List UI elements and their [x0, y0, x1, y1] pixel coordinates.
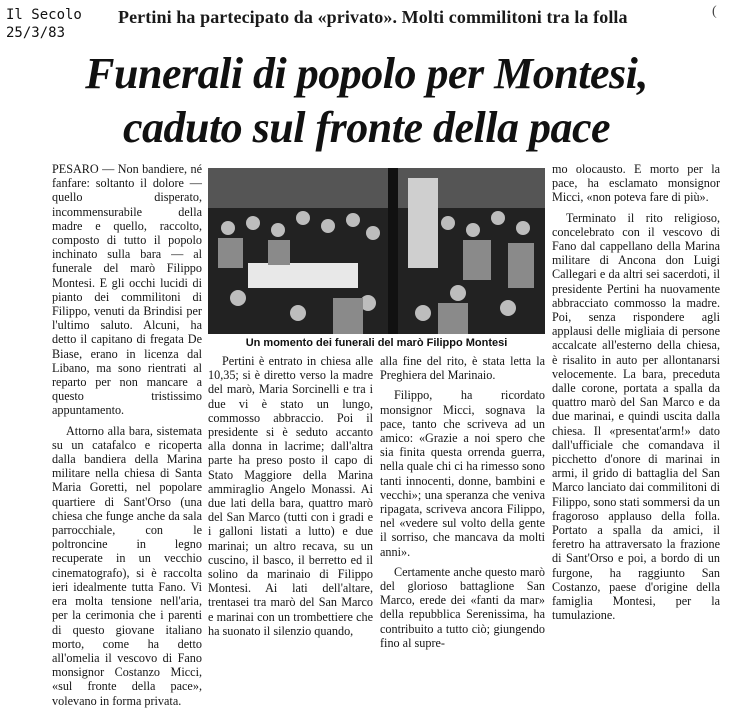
article-column-3 — [380, 354, 545, 650]
paragraph: PESARO — Non bandiere, né fanfare: soltanto il dolore — quello disperato, incommensurabile della madre e quello, raccolto, composto di tutto il popolo inchinato sulla bara — al funerale del marò Filippo Montesi. E gli occhi lucidi di pianto dei commilitoni di Filippo, venuti da Brindisi per l'ultimo saluto. Alcuni, ha detto il capitano di fregata De Biase, erano in licenza dal Libano, ma sono rientrati al reparto per non mancare a questo tristissimo appuntamento. — [52, 162, 202, 418]
article-column-1 — [52, 162, 202, 708]
funeral-photo — [208, 168, 545, 334]
paragraph: mo olocausto. E morto per la pace, ha esclamato monsignor Micci, «non poteva fare di più». — [552, 162, 720, 205]
headline-line-1: Funerali di popolo per Montesi, — [85, 49, 648, 98]
clipping-stamp — [6, 6, 82, 42]
article-column-2 — [208, 354, 373, 638]
paragraph: Terminato il rito religioso, concelebrato con il vescovo di Fano dal cappellano della Marina militare di Ancona don Luigi Callegari e da altri sei sacerdoti, il presidente Pertini ha nuovamente abbracciato commosso la madre. Poi, senza rispondere agli applausi delle migliaia di persone accalcate all'esterno della chiesa, è risalito in auto per allontanarsi velocemente. La bara, preceduta dalle corone, portata a spalla da quattro marò del San Marco e da due marinai, e quindi uscita dalla chiesa. Il «presentat'arm!» dato dall'ufficiale che comandava il picchetto d'onore di marinai in armi, il grido di battaglia del San Marco lanciato dai commilitoni di Filippo, sono stati sommersi da un fragoroso applauso della folla. Portato a spalla da amici, il feretro ha attraversato la frazione di Sant'Orso e poi, a bordo di un furgone, ha raggiunto San Costanzo, paese d'origine della famiglia Montesi, per la tumulazione. — [552, 210, 720, 623]
photo-caption: Un momento dei funerali del marò Filippo Montesi — [245, 337, 508, 349]
crowd-image — [208, 168, 545, 334]
paragraph: alla fine del rito, è stata letta la Preghiera del Marinaio. — [380, 354, 545, 383]
kicker-subheadline: Pertini ha partecipato da «privato». Molti commilitoni tra la folla — [118, 7, 628, 27]
stamp-date: 25/3/83 — [6, 25, 66, 41]
paragraph: Filippo, ha ricordato monsignor Micci, sognava la pace, tanto che scriveva ad un amico: «Grazie a noi spero che sia finita questa orrenda guerra, nella quale chi ci ha rimesso sono tanti innocenti, donne, bambini e vecchi»; una speranza che veniva ripagata, scriveva ancora Filippo, nel «vedere sul volto della gente il sorriso, che mancava da molti anni». — [380, 388, 545, 559]
article-column-4 — [552, 162, 720, 623]
corner-mark: ( — [712, 4, 717, 19]
paragraph: Certamente anche questo marò del glorioso battaglione San Marco, erede dei «fanti da mar» della repubblica Serenissima, ha contribuito a tutto ciò; giungendo fino al supre- — [380, 564, 545, 650]
stamp-paper: Il Secolo — [6, 7, 82, 23]
paragraph: Pertini è entrato in chiesa alle 10,35; si è diretto verso la madre del marò, Maria Sorcinelli e tra i due vi è stato un lungo, commosso abbraccio. Poi il presidente si è seduto accanto alla donna in lacrime; dall'altra parte ha preso posto il capo di Stato Maggiore della Marina ammiraglio Angelo Monassi. Ai due lati della bara, quattro marò del San Marco (tutti con i gradi e i galloni listati a lutto) e due marinai; un altro recava, su un cuscino, il basco, il berretto ed il solino da marinaio di Filippo Montesi. Ai lati dell'altare, trentasei tra marò del San Marco e marinai con un trombettiere che ha suonato il silenzio quando, — [208, 354, 373, 638]
headline-line-2: caduto sul fronte della pace — [122, 103, 611, 152]
paragraph: Attorno alla bara, sistemata su un catafalco e ricoperta dalla bandiera della Marina militare nella chiesa di Santa Maria Goretti, nel popolare quartiere di Sant'Orso (una chiesa che funge anche da sala parrocchiale, con le poltroncine in legno recuperate in un vecchio cinematografo), si è raccolta ieri idealmente tutta Fano. Vi era molta tensione nell'aria, per la cerimonia che i parenti di questo giovane italiano morto, come ha detto all'omelia il vescovo di Fano monsignor Costanzo Micci, «sul fronte della pace», volevano in forma privata. — [52, 423, 202, 708]
